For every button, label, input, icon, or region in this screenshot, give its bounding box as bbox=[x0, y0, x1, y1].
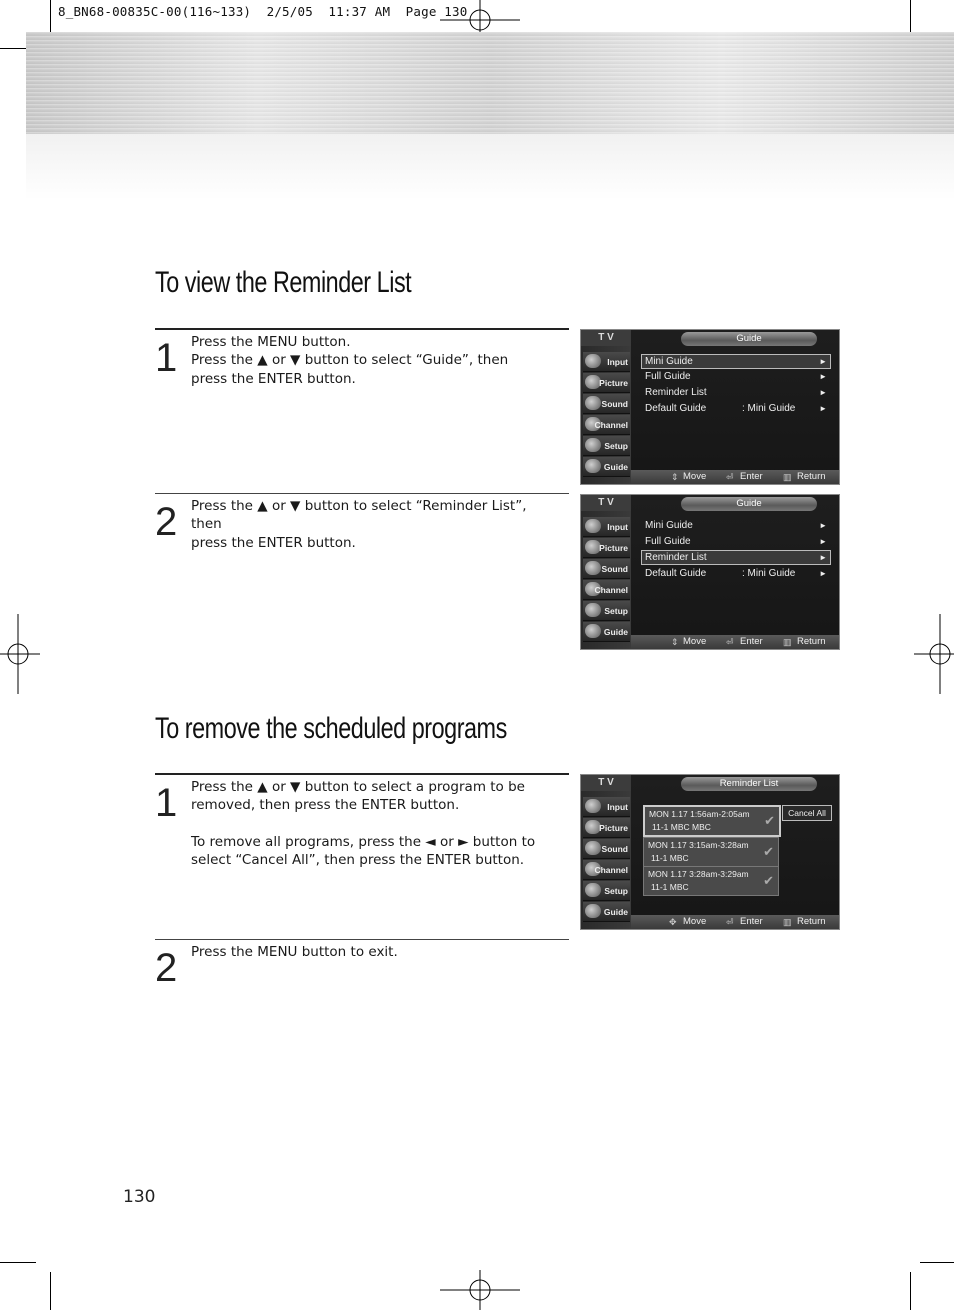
tv-label: T V bbox=[581, 330, 631, 346]
arrow-right-icon: ► bbox=[819, 569, 827, 578]
step-line: Press the MENU button. bbox=[191, 334, 351, 350]
check-icon: ✔ bbox=[763, 873, 774, 888]
step-number: 2 bbox=[155, 946, 178, 990]
step-divider bbox=[155, 939, 569, 940]
tv-screen-guide-menu bbox=[580, 329, 840, 485]
sidebar-item-picture: Picture bbox=[583, 373, 630, 393]
step-divider bbox=[155, 493, 569, 494]
arrow-right-icon: ► bbox=[819, 521, 827, 530]
menu-item-full-guide: Full Guide ► bbox=[645, 371, 827, 382]
step-line: To remove all programs, press the ◄ or ► button to bbox=[191, 833, 536, 850]
input-icon bbox=[585, 354, 601, 368]
arrow-right-icon: ► bbox=[819, 537, 827, 546]
header-banner-fade bbox=[26, 134, 954, 200]
step-number: 1 bbox=[155, 781, 178, 825]
arrow-right-icon: ► bbox=[819, 388, 827, 397]
crop-mark bbox=[50, 1272, 51, 1310]
step-divider bbox=[155, 328, 569, 330]
input-icon bbox=[585, 519, 601, 533]
section-title: To view the Reminder List bbox=[155, 266, 412, 299]
sidebar-item-setup: Setup bbox=[583, 436, 630, 456]
move-icon: ⇕ bbox=[671, 637, 679, 647]
crop-mark bbox=[910, 0, 911, 36]
tv-footer: ⇕ Move ⏎ Enter ▥ Return bbox=[631, 470, 839, 484]
guide-icon bbox=[585, 904, 601, 918]
registration-mark-icon bbox=[440, 1270, 520, 1310]
cancel-all-button: Cancel All bbox=[782, 805, 832, 821]
tv-screen-guide-menu-reminder bbox=[580, 494, 840, 650]
sidebar-item-setup: Setup bbox=[583, 881, 630, 901]
section-title: To remove the scheduled programs bbox=[155, 712, 507, 745]
sidebar-item-setup: Setup bbox=[583, 601, 630, 621]
crop-mark bbox=[50, 0, 51, 36]
step-line: removed, then press the ENTER button. bbox=[191, 797, 460, 814]
menu-item-default-guide: Default Guide : Mini Guide ► bbox=[645, 403, 827, 414]
move-four-way-icon: ✥ bbox=[669, 917, 677, 927]
tv-label: T V bbox=[581, 495, 631, 511]
check-icon: ✔ bbox=[763, 844, 774, 859]
menu-item-mini-guide: Mini Guide ► bbox=[645, 520, 827, 531]
step-line: Press the MENU button to exit. bbox=[191, 944, 398, 960]
return-icon: ▥ bbox=[783, 637, 792, 647]
menu-item-reminder-list: Reminder List ► bbox=[645, 387, 827, 398]
sidebar-item-channel: Channel bbox=[583, 860, 630, 880]
sidebar-item-sound: Sound bbox=[583, 839, 630, 859]
step-line: Press the ▲ or ▼ button to select “Reminder List”, then bbox=[191, 498, 527, 533]
guide-icon bbox=[585, 624, 601, 638]
sidebar-item-picture: Picture bbox=[583, 818, 630, 838]
sidebar-item-guide: Guide bbox=[583, 457, 630, 477]
input-icon bbox=[585, 799, 601, 813]
sound-icon bbox=[585, 396, 601, 410]
sidebar-item-picture: Picture bbox=[583, 538, 630, 558]
crop-mark bbox=[0, 1262, 36, 1263]
enter-icon: ⏎ bbox=[726, 472, 734, 482]
sidebar-item-sound: Sound bbox=[583, 394, 630, 414]
sidebar-item-input: Input bbox=[583, 797, 630, 817]
step-line: select “Cancel All”, then press the ENTER button. bbox=[191, 852, 525, 869]
step-text bbox=[191, 778, 561, 870]
arrow-right-icon: ► bbox=[819, 372, 827, 381]
menu-item-reminder-list: Reminder List ► bbox=[641, 550, 831, 565]
tv-footer: ✥ Move ⏎ Enter ▥ Return bbox=[631, 915, 839, 929]
check-icon: ✔ bbox=[764, 813, 775, 828]
step-divider bbox=[155, 773, 569, 775]
setup-icon bbox=[585, 883, 601, 897]
step-line: press the ENTER button. bbox=[191, 534, 356, 551]
reminder-entry: MON 1.17 3:15am-3:28am 11-1 MBC ✔ bbox=[643, 837, 779, 867]
return-icon: ▥ bbox=[783, 917, 792, 927]
tv-label: T V bbox=[581, 775, 631, 791]
page-number: 130 bbox=[123, 1187, 156, 1207]
crop-mark bbox=[920, 1262, 954, 1263]
reminder-entry: MON 1.17 1:56am-2:05am 11-1 MBC MBC ✔ bbox=[643, 805, 781, 837]
arrow-right-icon: ► bbox=[819, 404, 827, 413]
sound-icon bbox=[585, 841, 601, 855]
sound-icon bbox=[585, 561, 601, 575]
step-text bbox=[191, 497, 561, 552]
menu-item-mini-guide: Mini Guide ► bbox=[641, 354, 831, 369]
setup-icon bbox=[585, 438, 601, 452]
sidebar-item-sound: Sound bbox=[583, 559, 630, 579]
tv-footer: ⇕ Move ⏎ Enter ▥ Return bbox=[631, 635, 839, 649]
header-banner bbox=[26, 32, 954, 134]
step-text bbox=[191, 333, 561, 388]
enter-icon: ⏎ bbox=[726, 637, 734, 647]
step-number: 1 bbox=[155, 336, 178, 380]
arrow-right-icon: ► bbox=[819, 553, 827, 562]
step-text bbox=[191, 943, 561, 961]
return-icon: ▥ bbox=[783, 472, 792, 482]
registration-mark-icon bbox=[0, 614, 40, 694]
move-icon: ⇕ bbox=[671, 472, 679, 482]
sidebar-item-input: Input bbox=[583, 352, 630, 372]
sidebar-item-guide: Guide bbox=[583, 622, 630, 642]
enter-icon: ⏎ bbox=[726, 917, 734, 927]
sidebar-item-input: Input bbox=[583, 517, 630, 537]
print-header: 8_BN68-00835C-00(116~133) 2/5/05 11:37 AM Page 130 bbox=[58, 4, 468, 19]
tv-screen-reminder-list bbox=[580, 774, 840, 930]
menu-item-full-guide: Full Guide ► bbox=[645, 536, 827, 547]
setup-icon bbox=[585, 603, 601, 617]
menu-title: Guide bbox=[681, 497, 817, 511]
sidebar-item-channel: Channel bbox=[583, 580, 630, 600]
arrow-right-icon: ► bbox=[819, 357, 827, 366]
sidebar-item-channel: Channel bbox=[583, 415, 630, 435]
menu-title: Guide bbox=[681, 332, 817, 346]
sidebar-item-guide: Guide bbox=[583, 902, 630, 922]
step-line: Press the ▲ or ▼ button to select a program to be bbox=[191, 779, 525, 795]
registration-mark-icon bbox=[914, 614, 954, 694]
crop-mark bbox=[910, 1272, 911, 1310]
menu-title: Reminder List bbox=[681, 777, 817, 791]
guide-icon bbox=[585, 459, 601, 473]
step-line: Press the ▲ or ▼ button to select “Guide”, then bbox=[191, 352, 509, 369]
menu-item-default-guide: Default Guide : Mini Guide ► bbox=[645, 568, 827, 579]
step-number: 2 bbox=[155, 500, 178, 544]
reminder-entry: MON 1.17 3:28am-3:29am 11-1 MBC ✔ bbox=[643, 866, 779, 896]
step-line: press the ENTER button. bbox=[191, 370, 356, 387]
